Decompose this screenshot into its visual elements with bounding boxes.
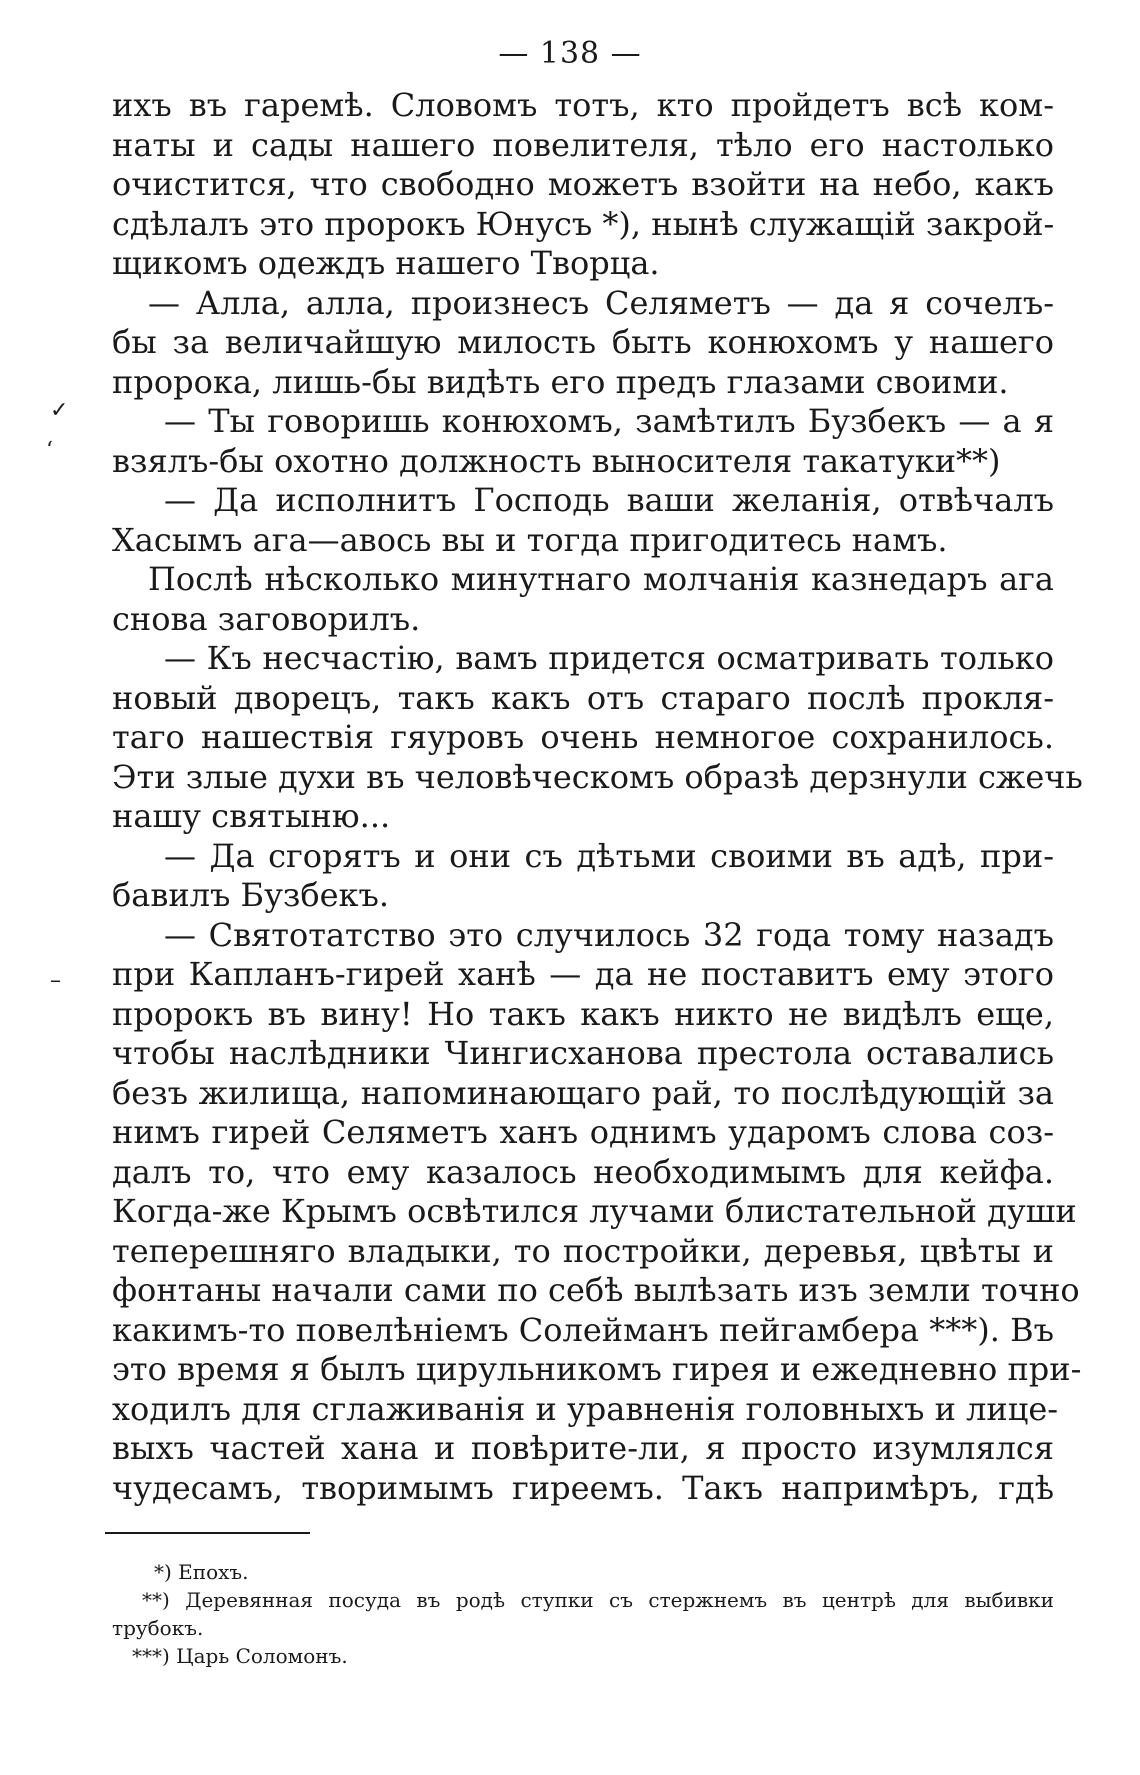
text-line: Когда-же Крымъ освѣтился лучами блистательной души: [112, 1192, 1077, 1230]
text-line: взялъ-бы охотно должность выносителя такатуки**): [112, 441, 1001, 480]
footnote: **) Деревянная посуда въ родѣ ступки съ стержнемъ въ центрѣ для выбивки: [142, 1588, 1054, 1612]
text-line: какимъ-то повелѣніемъ Солейманъ пейгамбера ***). Въ: [112, 1310, 1054, 1349]
text-line: — Ты говоришь конюхомъ, замѣтилъ Бузбекъ — а я: [164, 402, 1054, 440]
text-line: — Алла, алла, произнесъ Селяметъ — да я сочелъ-: [148, 283, 1054, 322]
footnotes: [112, 1558, 1054, 1670]
text-line: новый дворецъ, такъ какъ отъ стараго послѣ прокля-: [112, 678, 1054, 717]
text-line: ходилъ для сглаживанія и уравненія головныхъ и лице-: [112, 1389, 1059, 1428]
text-line: безъ жилища, напоминающаго рай, то послѣдующій за: [112, 1073, 1054, 1112]
text-line: теперешняго владыки, то постройки, деревья, цвѣты и: [112, 1231, 1054, 1270]
footnote-divider: [105, 1532, 310, 1534]
text-line: выхъ частей хана и повѣрите-ли, я просто изумлялся: [112, 1429, 1054, 1467]
body-text: [112, 86, 1083, 1508]
footnote-continuation: трубокъ.: [112, 1616, 204, 1640]
footnote: ***) Царь Соломонъ.: [132, 1644, 348, 1668]
margin-mark: –: [50, 968, 61, 993]
text-line: Послѣ нѣсколько минутнаго молчанія казнедаръ ага: [148, 560, 1054, 598]
margin-mark: ✓: [50, 398, 69, 423]
text-line: нашу святыню...: [112, 797, 391, 835]
text-line: пророкъ въ вину! Но такъ какъ никто не видѣлъ еще,: [112, 994, 1054, 1033]
footnote: *) Епохъ.: [154, 1560, 249, 1584]
text-line: — Да сгорятъ и они съ дѣтьми своими въ адѣ, при-: [164, 836, 1054, 875]
text-line: пророка, лишь-бы видѣть его предъ глазами своими.: [112, 362, 1009, 401]
text-line: фонтаны начали сами по себѣ вылѣзать изъ земли точно: [112, 1271, 1080, 1309]
text-line: Эти злые духи въ человѣческомъ образѣ дерзнули сжечь: [112, 757, 1083, 796]
text-line: чудесамъ, творимымъ гиреемъ. Такъ напримѣръ, гдѣ: [112, 1468, 1054, 1507]
text-line: таго нашествія гяуровъ очень немногое сохранилось.: [112, 718, 1054, 756]
page-number: — 138 —: [498, 36, 642, 71]
text-line: это время я былъ цирульникомъ гирея и ежедневно при-: [112, 1350, 1082, 1388]
text-line: щикомъ одеждъ нашего Творца.: [112, 244, 660, 282]
text-line: чтобы наслѣдники Чингисханова престола оставались: [112, 1034, 1054, 1072]
text-line: ихъ въ гаремѣ. Словомъ тотъ, кто пройдетъ всѣ ком-: [112, 86, 1054, 124]
text-line: — Да исполнитъ Господь ваши желанія, отвѣчалъ: [164, 481, 1054, 519]
text-line: очистится, что свободно можетъ взойти на небо, какъ: [112, 165, 1054, 203]
text-line: бавилъ Бузбекъ.: [112, 876, 390, 914]
text-line: при Капланъ-гирей ханѣ — да не поставитъ ему этого: [112, 955, 1054, 993]
text-line: Хасымъ ага—авось вы и тогда пригодитесь намъ.: [112, 520, 948, 559]
text-line: снова заговорилъ.: [112, 599, 421, 638]
text-line: бы за величайшую милость быть конюхомъ у нашего: [112, 323, 1054, 361]
text-line: — Къ несчастію, вамъ придется осматривать только: [164, 639, 1054, 677]
text-line: нимъ гирей Селяметъ ханъ однимъ ударомъ слова соз-: [112, 1113, 1054, 1151]
text-line: наты и сады нашего повелителя, тѣло его настолько: [112, 125, 1054, 164]
text-line: сдѣлалъ это пророкъ Юнусъ *), нынѣ служащій закрой-: [112, 204, 1055, 243]
text-line: далъ то, что ему казалось необходимымъ для кейфа.: [112, 1152, 1054, 1191]
text-line: — Святотатство это случилось 32 года тому назадъ: [164, 915, 1054, 954]
margin-mark: ʻ: [46, 438, 53, 463]
